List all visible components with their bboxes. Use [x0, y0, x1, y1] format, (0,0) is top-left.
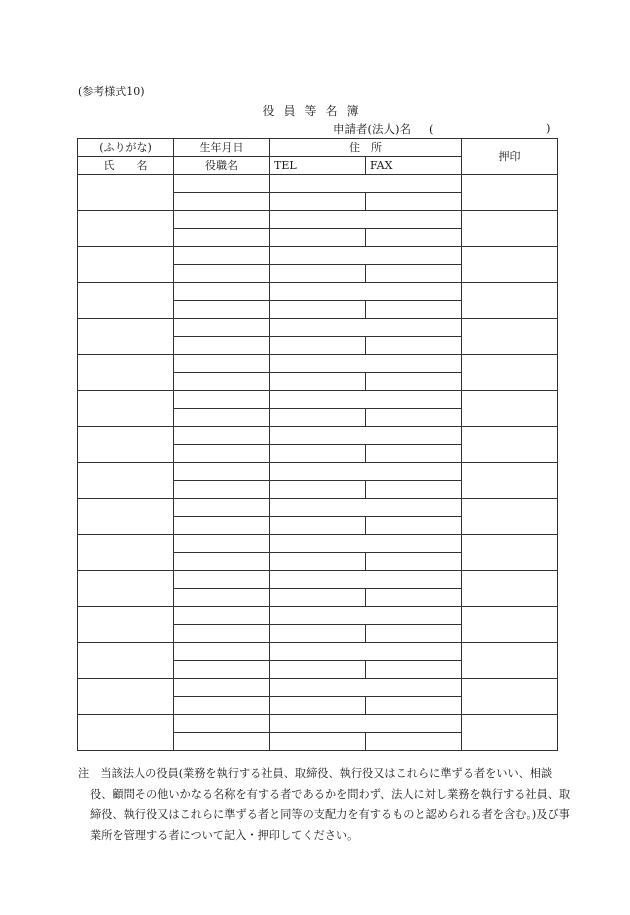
fax-cell[interactable]	[366, 661, 462, 679]
seal-cell[interactable]	[462, 283, 558, 319]
position-cell[interactable]	[174, 337, 270, 355]
address-cell[interactable]	[270, 499, 462, 517]
officer-name-cell[interactable]	[78, 679, 174, 715]
header-seal: 押印	[462, 139, 558, 175]
address-cell[interactable]	[270, 463, 462, 481]
tel-cell[interactable]	[270, 301, 366, 319]
position-cell[interactable]	[174, 553, 270, 571]
officer-name-cell[interactable]	[78, 571, 174, 607]
tel-cell[interactable]	[270, 697, 366, 715]
address-cell[interactable]	[270, 211, 462, 229]
birth-date-cell[interactable]	[174, 715, 270, 733]
fax-cell[interactable]	[366, 517, 462, 535]
footnote: 注 当該法人の役員(業務を執行する社員、取締役、執行役又はこれらに準ずる者をいい、相談役、顧問その他いかなる名称を有する者であるかを問わず、法人に対し業務を執行する社員、取締役、執行役又はこれらに準ずる者と同等の支配力を有するものと認められる者を含む。)及び事業所を管理する者について記入・押印してください。	[78, 767, 571, 842]
position-cell[interactable]	[174, 697, 270, 715]
officer-name-cell[interactable]	[78, 211, 174, 247]
tel-cell[interactable]	[270, 229, 366, 247]
birth-date-cell[interactable]	[174, 211, 270, 229]
officer-name-cell[interactable]	[78, 319, 174, 355]
seal-cell[interactable]	[462, 427, 558, 463]
birth-date-cell[interactable]	[174, 643, 270, 661]
address-cell[interactable]	[270, 175, 462, 193]
position-cell[interactable]	[174, 373, 270, 391]
birth-date-cell[interactable]	[174, 247, 270, 265]
fax-cell[interactable]	[366, 697, 462, 715]
fax-cell[interactable]	[366, 229, 462, 247]
officer-row-upper	[78, 211, 558, 229]
fax-cell[interactable]	[366, 553, 462, 571]
fax-cell[interactable]	[366, 481, 462, 499]
tel-cell[interactable]	[270, 193, 366, 211]
header-tel: TEL	[270, 157, 366, 175]
officer-row-upper	[78, 607, 558, 625]
officer-row-upper	[78, 247, 558, 265]
birth-date-cell[interactable]	[174, 355, 270, 373]
header-row-top	[78, 139, 558, 157]
address-cell[interactable]	[270, 391, 462, 409]
officer-name-cell[interactable]	[78, 355, 174, 391]
header-name: 氏 名	[78, 157, 174, 175]
seal-cell[interactable]	[462, 247, 558, 283]
tel-cell[interactable]	[270, 337, 366, 355]
officer-row-upper	[78, 283, 558, 301]
birth-date-cell[interactable]	[174, 175, 270, 193]
position-cell[interactable]	[174, 661, 270, 679]
tel-cell[interactable]	[270, 589, 366, 607]
tel-cell[interactable]	[270, 265, 366, 283]
header-birth-date: 生年月日	[174, 139, 270, 157]
officer-row-upper	[78, 355, 558, 373]
seal-cell[interactable]	[462, 715, 558, 751]
position-cell[interactable]	[174, 265, 270, 283]
header-address: 住 所	[270, 139, 462, 157]
seal-cell[interactable]	[462, 679, 558, 715]
seal-cell[interactable]	[462, 643, 558, 679]
officer-row-upper	[78, 319, 558, 337]
officer-name-cell[interactable]	[78, 715, 174, 751]
officer-roster-table	[77, 138, 558, 751]
officer-name-cell[interactable]	[78, 499, 174, 535]
address-cell[interactable]	[270, 715, 462, 733]
officer-row-upper	[78, 175, 558, 193]
officer-row-upper	[78, 427, 558, 445]
position-cell[interactable]	[174, 229, 270, 247]
address-cell[interactable]	[270, 535, 462, 553]
fax-cell[interactable]	[366, 301, 462, 319]
tel-cell[interactable]	[270, 625, 366, 643]
seal-cell[interactable]	[462, 607, 558, 643]
applicant-name-line	[333, 121, 551, 137]
fax-cell[interactable]	[366, 445, 462, 463]
officer-name-cell[interactable]	[78, 607, 174, 643]
applicant-label: 申請者(法人)名	[333, 122, 411, 136]
position-cell[interactable]	[174, 481, 270, 499]
birth-date-cell[interactable]	[174, 283, 270, 301]
officer-name-cell[interactable]	[78, 283, 174, 319]
tel-cell[interactable]	[270, 409, 366, 427]
fax-cell[interactable]	[366, 193, 462, 211]
birth-date-cell[interactable]	[174, 427, 270, 445]
officer-name-cell[interactable]	[78, 247, 174, 283]
position-cell[interactable]	[174, 445, 270, 463]
tel-cell[interactable]	[270, 733, 366, 751]
officer-row-upper	[78, 463, 558, 481]
page-title: 役員等名簿	[262, 104, 368, 118]
seal-cell[interactable]	[462, 355, 558, 391]
position-cell[interactable]	[174, 301, 270, 319]
seal-cell[interactable]	[462, 499, 558, 535]
address-cell[interactable]	[270, 643, 462, 661]
seal-cell[interactable]	[462, 211, 558, 247]
seal-cell[interactable]	[462, 175, 558, 211]
tel-cell[interactable]	[270, 373, 366, 391]
birth-date-cell[interactable]	[174, 679, 270, 697]
applicant-open-paren: (	[428, 122, 434, 136]
officer-row-upper	[78, 571, 558, 589]
header-fax: FAX	[366, 157, 462, 175]
birth-date-cell[interactable]	[174, 319, 270, 337]
officer-row-upper	[78, 643, 558, 661]
birth-date-cell[interactable]	[174, 499, 270, 517]
officer-name-cell[interactable]	[78, 463, 174, 499]
applicant-close-paren: )	[546, 121, 551, 135]
reference-form-label: (参考様式10)	[78, 85, 145, 98]
seal-cell[interactable]	[462, 391, 558, 427]
birth-date-cell[interactable]	[174, 463, 270, 481]
birth-date-cell[interactable]	[174, 607, 270, 625]
officer-row-upper	[78, 535, 558, 553]
officer-name-cell[interactable]	[78, 427, 174, 463]
officer-row-upper	[78, 499, 558, 517]
seal-cell[interactable]	[462, 535, 558, 571]
tel-cell[interactable]	[270, 517, 366, 535]
officer-row-upper	[78, 715, 558, 733]
fax-cell[interactable]	[366, 589, 462, 607]
address-cell[interactable]	[270, 355, 462, 373]
seal-cell[interactable]	[462, 571, 558, 607]
address-cell[interactable]	[270, 319, 462, 337]
fax-cell[interactable]	[366, 409, 462, 427]
position-cell[interactable]	[174, 517, 270, 535]
officer-name-cell[interactable]	[78, 391, 174, 427]
birth-date-cell[interactable]	[174, 535, 270, 553]
position-cell[interactable]	[174, 193, 270, 211]
tel-cell[interactable]	[270, 445, 366, 463]
tel-cell[interactable]	[270, 553, 366, 571]
officer-name-cell[interactable]	[78, 535, 174, 571]
address-cell[interactable]	[270, 283, 462, 301]
position-cell[interactable]	[174, 409, 270, 427]
fax-cell[interactable]	[366, 337, 462, 355]
tel-cell[interactable]	[270, 661, 366, 679]
position-cell[interactable]	[174, 589, 270, 607]
fax-cell[interactable]	[366, 373, 462, 391]
birth-date-cell[interactable]	[174, 391, 270, 409]
position-cell[interactable]	[174, 733, 270, 751]
seal-cell[interactable]	[462, 463, 558, 499]
seal-cell[interactable]	[462, 319, 558, 355]
fax-cell[interactable]	[366, 625, 462, 643]
header-furigana: (ふりがな)	[78, 139, 174, 157]
fax-cell[interactable]	[366, 733, 462, 751]
position-cell[interactable]	[174, 625, 270, 643]
officer-name-cell[interactable]	[78, 643, 174, 679]
address-cell[interactable]	[270, 247, 462, 265]
address-cell[interactable]	[270, 571, 462, 589]
header-position: 役職名	[174, 157, 270, 175]
address-cell[interactable]	[270, 607, 462, 625]
officer-row-upper	[78, 391, 558, 409]
tel-cell[interactable]	[270, 481, 366, 499]
officer-name-cell[interactable]	[78, 175, 174, 211]
birth-date-cell[interactable]	[174, 571, 270, 589]
fax-cell[interactable]	[366, 265, 462, 283]
address-cell[interactable]	[270, 679, 462, 697]
address-cell[interactable]	[270, 427, 462, 445]
officer-row-upper	[78, 679, 558, 697]
